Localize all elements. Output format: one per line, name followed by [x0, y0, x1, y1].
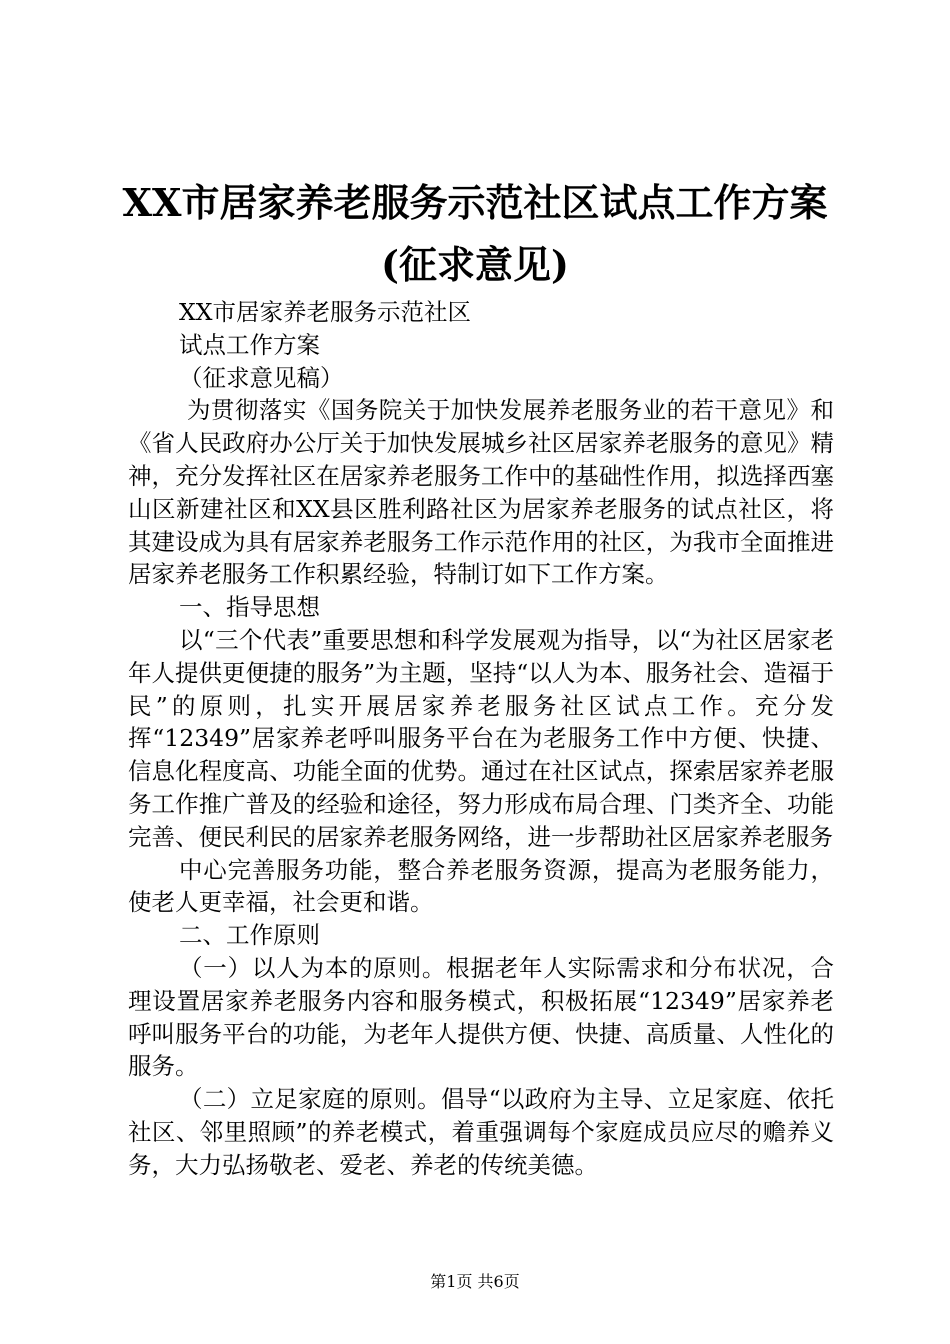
document-title: XX市居家养老服务示范社区试点工作方案(征求意见) — [122, 180, 828, 287]
guiding-thought-continuation: 中心完善服务功能，整合养老服务资源，提高为老服务能力，使老人更幸福，社会更和谐。 — [128, 855, 834, 917]
guiding-thought-paragraph: 以“三个代表”重要思想和科学发展观为指导，以“为社区居家老年人提供更便捷的服务”为主题，坚持“以人为本、服务社会、造福于民”的原则，扎实开展居家养老服务社区试点工作。充分发挥“12349”居家养老呼叫服务平台在为老服务工作中方便、快捷、信息化程度高、功能全面的优势。通过在社区试点，探索居家养老服务工作推广普及的经验和途径，努力形成布局合理、门类齐全、功能完善、便民利民的居家养老服务网络，进一步帮助社区居家养老服务 — [128, 625, 834, 851]
intro-paragraph: 为贯彻落实《国务院关于加快发展养老服务业的若干意见》和《省人民政府办公厅关于加快发展城乡社区居家养老服务的意见》精神，充分发挥社区在居家养老服务工作中的基础性作用，拟选择西塞山区新建社区和XX县区胜利路社区为居家养老服务的试点社区，将其建设成为具有居家养老服务工作示范作用的社区，为我市全面推进居家养老服务工作积累经验，特制订如下工作方案。 — [128, 396, 834, 589]
page-footer: 第1页 共6页 — [430, 1272, 520, 1291]
principle-paragraph-2: （二）立足家庭的原则。倡导“以政府为主导、立足家庭、依托社区、邻里照顾”的养老模式，着重强调每个家庭成员应尽的赡养义务，大力弘扬敬老、爱老、养老的传统美德。 — [128, 1085, 834, 1179]
draft-note: （征求意见稿） — [179, 363, 344, 392]
section-heading-2: 二、工作原则 — [179, 921, 320, 950]
principle-paragraph-1: （一）以人为本的原则。根据老年人实际需求和分布状况，合理设置居家养老服务内容和服务模式，积极拓展“12349”居家养老呼叫服务平台的功能，为老年人提供方便、快捷、高质量、人性化的服务。 — [128, 953, 834, 1081]
section-heading-1: 一、指导思想 — [179, 593, 320, 622]
document-body — [128, 296, 834, 1182]
subtitle-line-2: 试点工作方案 — [179, 330, 320, 359]
subtitle-line-1: XX市居家养老服务示范社区 — [179, 298, 471, 326]
